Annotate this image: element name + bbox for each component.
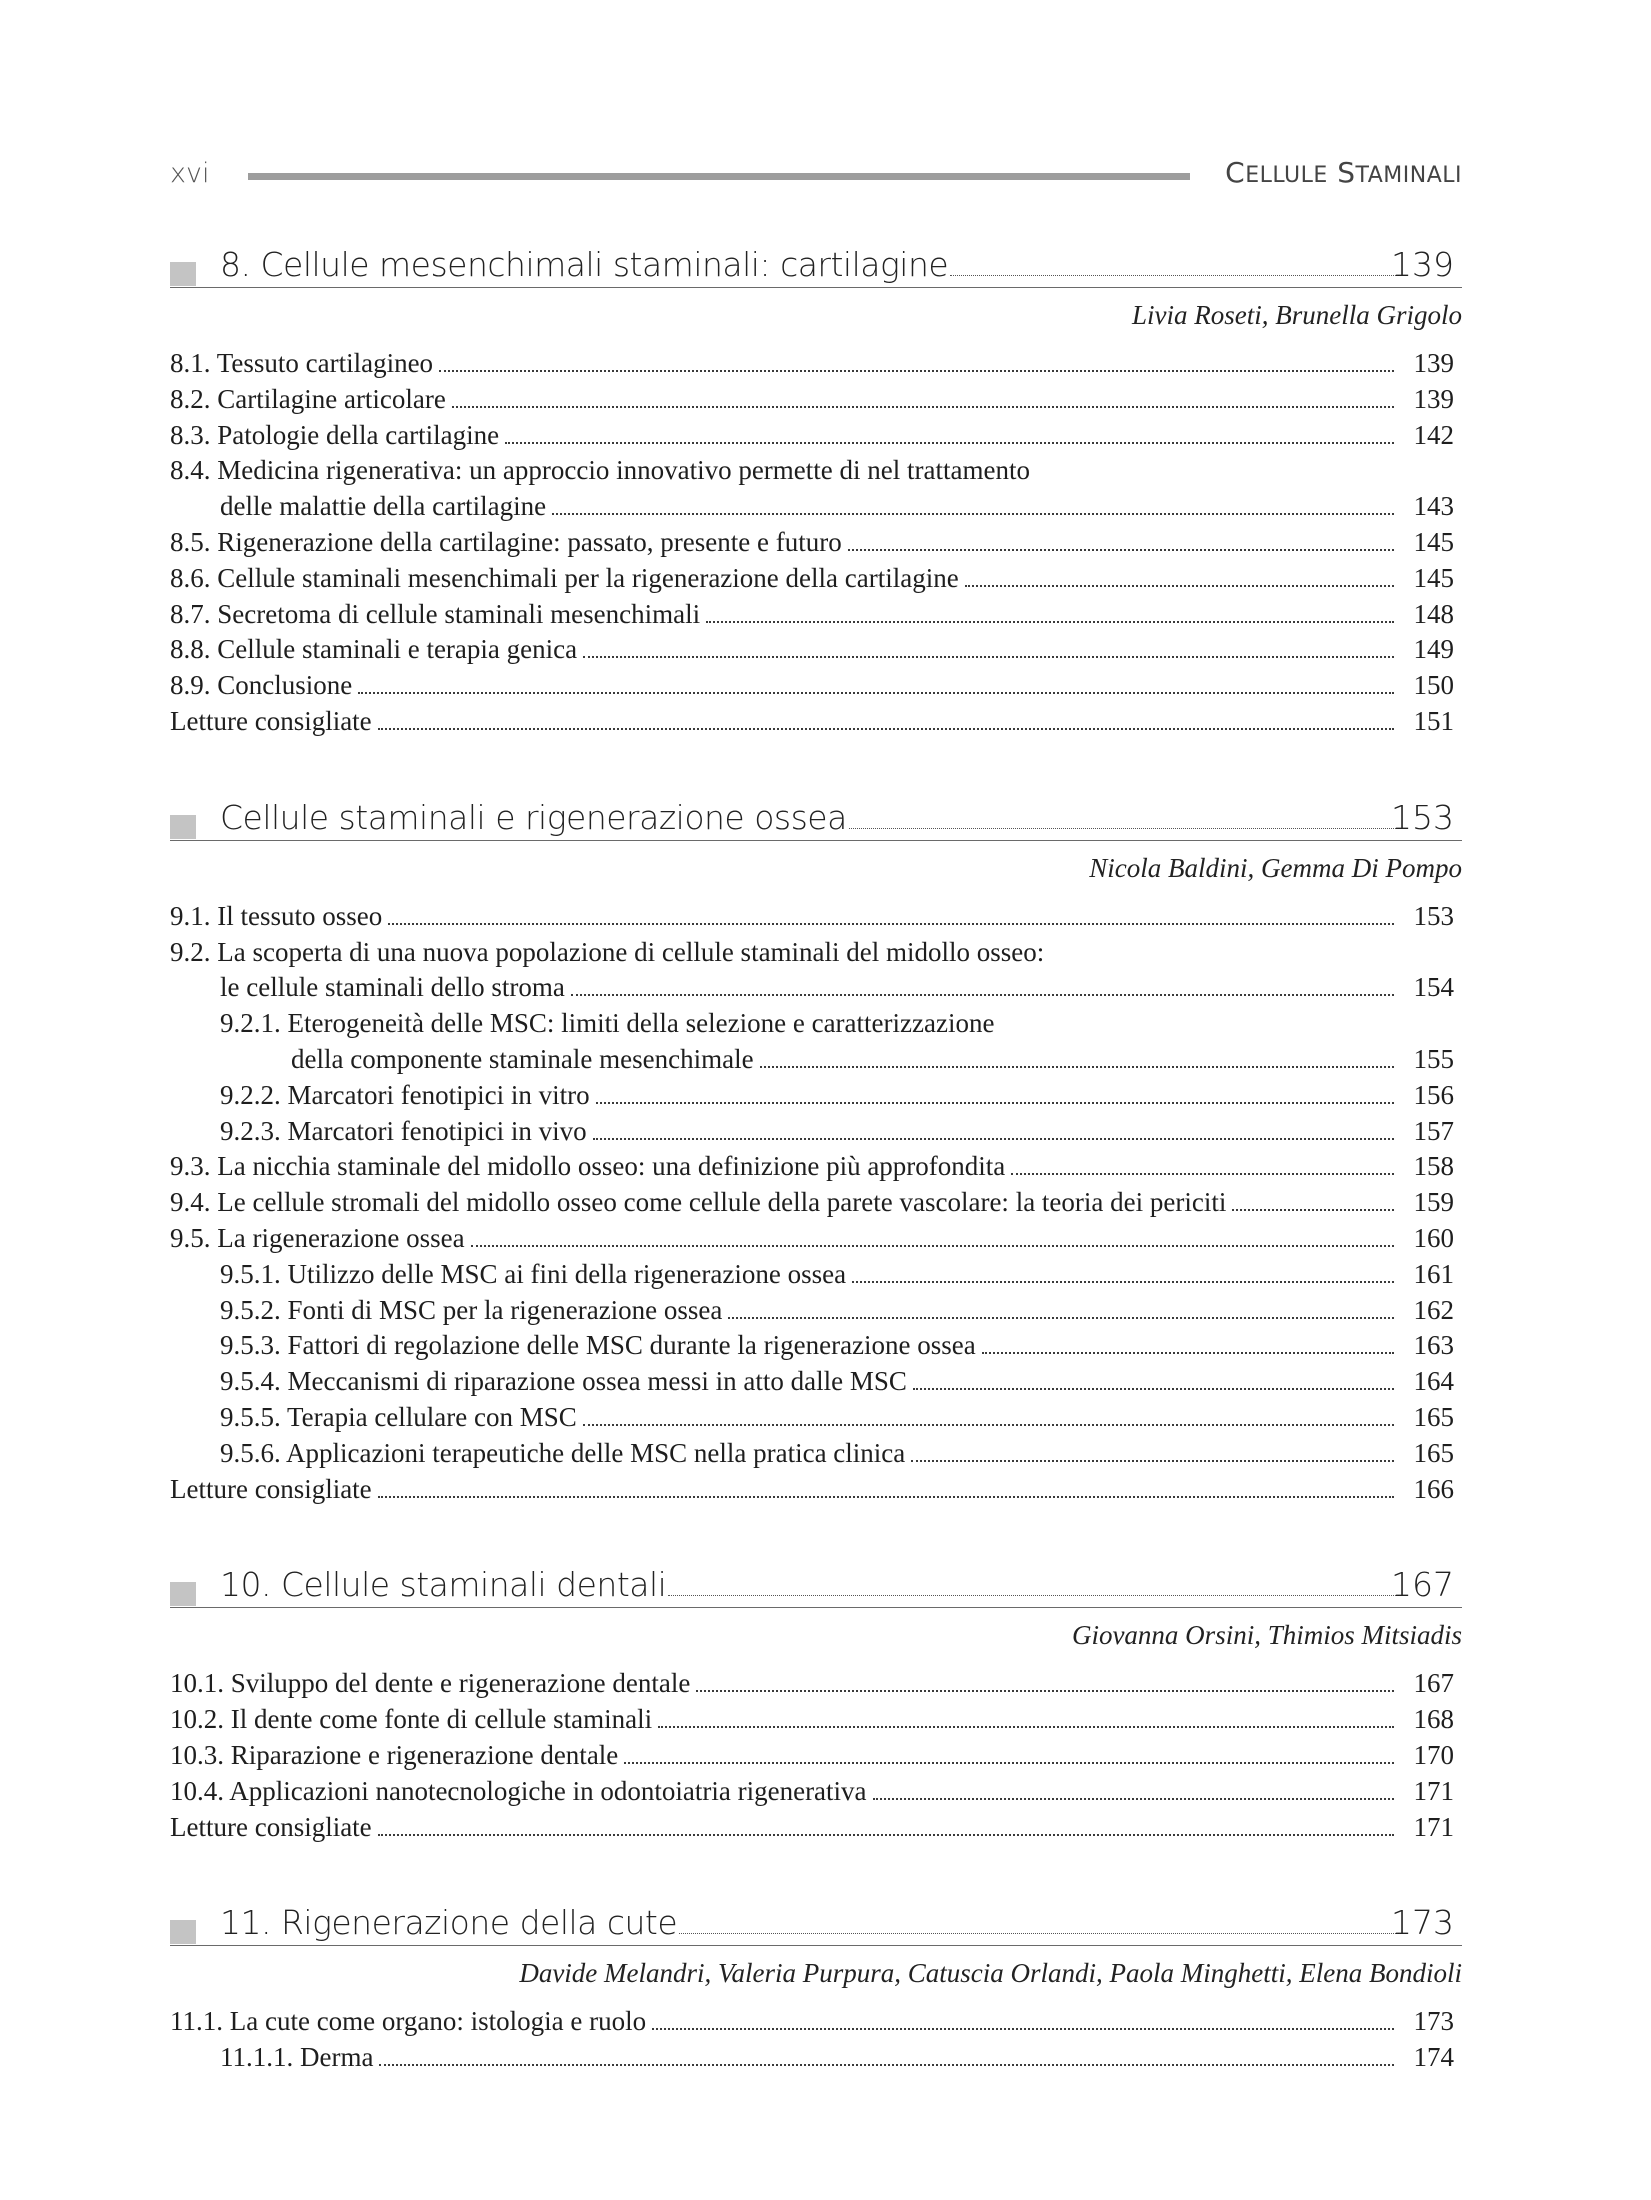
chapter-title: 11. Rigenerazione della cute <box>220 1903 678 1943</box>
toc-entry-title: 9.5.3. Fattori di regolazione delle MSC durante la rigenerazione ossea <box>220 1330 976 1361</box>
toc-entry-title: 9.5.4. Meccanismi di riparazione ossea messi in atto dalle MSC <box>220 1366 907 1397</box>
toc-entry-title: Letture consigliate <box>170 1811 372 1842</box>
toc-entry-line: 8.4. Medicina rigenerativa: un approccio innovativo permette di nel trattamento <box>170 455 1030 486</box>
toc-page-number: 170 <box>1413 1739 1454 1770</box>
dot-leader <box>583 656 1394 658</box>
dot-leader <box>471 1245 1394 1247</box>
chapter-title: Cellule staminali e rigenerazione ossea <box>220 797 847 837</box>
toc-entry[interactable] <box>170 561 1462 597</box>
toc-entry-title: 9.5.6. Applicazioni terapeutiche delle MSC nella pratica clinica <box>220 1437 906 1468</box>
toc-entry-title: 9.5. La rigenerazione ossea <box>170 1222 465 1253</box>
toc-entry[interactable] <box>170 1810 1462 1846</box>
toc-page-number: 162 <box>1413 1294 1454 1325</box>
toc-entry[interactable] <box>170 1774 1462 1810</box>
chapter-authors: Giovanna Orsini, Thimios Mitsiadis <box>1071 1620 1462 1651</box>
dot-leader <box>388 923 1394 925</box>
header-rule <box>248 173 1190 180</box>
dot-leader <box>852 1281 1394 1283</box>
toc-page-number: 156 <box>1413 1079 1454 1110</box>
toc-page-number: 167 <box>1413 1668 1454 1699</box>
toc-entry-title: Letture consigliate <box>170 705 372 736</box>
toc-entry-title: 9.5.5. Terapia cellulare con MSC <box>220 1401 577 1432</box>
toc-entry[interactable] <box>170 2004 1462 2040</box>
toc-entry[interactable] <box>170 1328 1462 1364</box>
toc-entry-title: 9.5.2. Fonti di MSC per la rigenerazione ossea <box>220 1294 723 1325</box>
toc-entry[interactable] <box>170 1472 1462 1508</box>
toc-page-number: 155 <box>1413 1043 1454 1074</box>
toc-entry-title: 8.2. Cartilagine articolare <box>170 383 446 414</box>
chapter-heading[interactable] <box>170 1903 1462 1946</box>
toc-entry-continuation: della componente staminale mesenchimale <box>291 1043 754 1074</box>
dot-leader <box>728 1317 1394 1319</box>
chapter-heading[interactable] <box>170 798 1462 841</box>
toc-page-number: 173 <box>1413 2006 1454 2037</box>
toc-page-number: 139 <box>1413 383 1454 414</box>
toc-entry[interactable] <box>170 1702 1462 1738</box>
toc-entry[interactable] <box>170 632 1462 668</box>
toc-entry[interactable] <box>170 1257 1462 1293</box>
chapter-authors: Nicola Baldini, Gemma Di Pompo <box>1089 852 1462 883</box>
toc-page-number: 174 <box>1413 2042 1454 2073</box>
chapter-heading[interactable] <box>170 245 1462 288</box>
chapter-marker-square <box>170 262 196 286</box>
toc-entry[interactable] <box>170 668 1462 704</box>
chapter-authors: Davide Melandri, Valeria Purpura, Catuscia Orlandi, Paola Minghetti, Elena Bondioli <box>519 1958 1462 1989</box>
toc-page-number: 171 <box>1413 1811 1454 1842</box>
toc-page-number: 163 <box>1413 1330 1454 1361</box>
chapter-heading[interactable] <box>170 1565 1462 1608</box>
toc-entry-title: 9.2.2. Marcatori fenotipici in vitro <box>220 1079 590 1110</box>
toc-entry[interactable] <box>170 525 1462 561</box>
dot-leader <box>378 1834 1394 1836</box>
dot-leader <box>624 1762 1394 1764</box>
dot-leader <box>911 1460 1394 1462</box>
running-header <box>170 158 1462 198</box>
dot-leader <box>596 1102 1394 1104</box>
toc-entry[interactable] <box>170 2040 1462 2076</box>
toc-entry[interactable] <box>170 382 1462 418</box>
chapter-page-number: 139 <box>1391 245 1454 284</box>
book-title-initial-2: S <box>1337 156 1356 189</box>
toc-entry[interactable] <box>170 1364 1462 1400</box>
dot-leader <box>452 406 1394 408</box>
toc-entry-continuation: delle malattie della cartilagine <box>220 491 547 522</box>
toc-entry[interactable] <box>170 899 1462 935</box>
toc-entry-title: 11.1.1. Derma <box>220 2042 374 2073</box>
toc-page-number: 160 <box>1413 1222 1454 1253</box>
dot-leader <box>505 442 1394 444</box>
dot-leader <box>679 1933 1404 1934</box>
toc-page-number: 142 <box>1413 419 1454 450</box>
toc-entry-line: 9.2. La scoperta di una nuova popolazione di cellule staminali del midollo osseo: <box>170 936 1045 967</box>
dot-leader <box>571 994 1394 996</box>
dot-leader <box>378 728 1394 730</box>
dot-leader <box>873 1798 1394 1800</box>
toc-page-number: 143 <box>1413 491 1454 522</box>
chapter-title-row <box>220 245 1406 284</box>
toc-entry-title: 11.1. La cute come organo: istologia e ruolo <box>170 2006 647 2037</box>
toc-entry[interactable] <box>170 970 1462 1006</box>
toc-page-number: 149 <box>1413 634 1454 665</box>
book-title-rest-2: TAMINALI <box>1355 163 1462 188</box>
chapter-page-number: 153 <box>1391 797 1454 837</box>
toc-entry[interactable] <box>170 1400 1462 1436</box>
chapter-title-row <box>220 1903 1406 1942</box>
toc-entry[interactable] <box>170 1149 1462 1185</box>
toc-entry[interactable] <box>170 1738 1462 1774</box>
dot-leader <box>378 1496 1394 1498</box>
book-title <box>1225 156 1462 189</box>
toc-page-number: 154 <box>1413 972 1454 1003</box>
chapter-marker-square <box>170 815 196 839</box>
toc-entry-line: 9.2.1. Eterogeneità delle MSC: limiti della selezione e caratterizzazione <box>220 1008 995 1039</box>
toc-page-number: 151 <box>1413 705 1454 736</box>
toc-page-number: 145 <box>1413 526 1454 557</box>
chapter-authors: Livia Roseti, Brunella Grigolo <box>1132 300 1462 330</box>
toc-entry[interactable] <box>170 704 1462 740</box>
toc-entry-title: 8.8. Cellule staminali e terapia genica <box>170 634 578 665</box>
toc-page-number: 153 <box>1413 900 1454 931</box>
toc-entry[interactable] <box>170 1078 1462 1114</box>
chapter-title-row <box>220 1565 1406 1604</box>
dot-leader <box>593 1138 1394 1140</box>
toc-page-number: 161 <box>1413 1258 1454 1289</box>
toc-entry[interactable] <box>170 1114 1462 1150</box>
dot-leader <box>965 585 1394 587</box>
toc-entry-title: 9.3. La nicchia staminale del midollo osseo: una definizione più approfondita <box>170 1151 1006 1182</box>
toc-entry[interactable] <box>170 1666 1462 1702</box>
dot-leader <box>950 275 1404 276</box>
toc-entry-title: 8.6. Cellule staminali mesenchimali per la rigenerazione della cartilagine <box>170 562 959 593</box>
dot-leader <box>1011 1173 1394 1175</box>
dot-leader <box>668 1595 1404 1596</box>
dot-leader <box>658 1726 1394 1728</box>
dot-leader <box>583 1424 1394 1426</box>
dot-leader <box>982 1352 1394 1354</box>
dot-leader <box>696 1690 1394 1692</box>
dot-leader <box>848 549 1394 551</box>
toc-entry[interactable] <box>170 1042 1462 1078</box>
dot-leader <box>760 1066 1394 1068</box>
dot-leader <box>652 2028 1394 2030</box>
dot-leader <box>552 513 1394 515</box>
chapter-title: 8. Cellule mesenchimali staminali: cartilagine <box>220 245 949 284</box>
page-number: xvi <box>170 158 210 189</box>
toc-entry-title: 9.1. Il tessuto osseo <box>170 900 383 931</box>
toc-entry-title: 10.4. Applicazioni nanotecnologiche in odontoiatria rigenerativa <box>170 1775 867 1806</box>
toc-entry-title: 9.5.1. Utilizzo delle MSC ai fini della rigenerazione ossea <box>220 1258 847 1289</box>
toc-page-number: 148 <box>1413 598 1454 629</box>
toc-page-number: 168 <box>1413 1704 1454 1735</box>
toc-entry[interactable] <box>170 1436 1462 1472</box>
toc-entry-title: 8.1. Tessuto cartilagineo <box>170 348 434 378</box>
toc-entry-title: 9.2.3. Marcatori fenotipici in vivo <box>220 1115 587 1146</box>
toc-entry-title: 10.3. Riparazione e rigenerazione dentale <box>170 1739 619 1770</box>
toc-entry[interactable] <box>170 1185 1462 1221</box>
dot-leader <box>1232 1209 1394 1211</box>
chapter-title: 10. Cellule staminali dentali <box>220 1565 667 1605</box>
toc-page-number: 158 <box>1413 1151 1454 1182</box>
chapter-marker-square <box>170 1582 196 1606</box>
dot-leader <box>379 2064 1394 2066</box>
dot-leader <box>439 370 1394 372</box>
toc-entry-title: 10.2. Il dente come fonte di cellule staminali <box>170 1704 653 1735</box>
toc-entry[interactable] <box>170 346 1462 382</box>
toc-entry-title: 8.9. Conclusione <box>170 670 353 701</box>
chapter-page-number: 167 <box>1391 1565 1454 1605</box>
dot-leader <box>358 692 1394 694</box>
toc-page-number: 164 <box>1413 1366 1454 1397</box>
toc-entry-title: 8.7. Secretoma di cellule staminali mesenchimali <box>170 598 701 629</box>
book-title-rest-1: ELLULE <box>1245 163 1328 188</box>
toc-entry[interactable] <box>170 489 1462 525</box>
toc-page-number: 165 <box>1413 1437 1454 1468</box>
toc-page-number: 150 <box>1413 670 1454 701</box>
toc-page-number: 171 <box>1413 1775 1454 1806</box>
toc-page-number: 139 <box>1413 348 1454 378</box>
table-of-contents <box>170 245 1462 2076</box>
toc-entry-title: Letture consigliate <box>170 1473 372 1504</box>
book-title-initial-1: C <box>1225 156 1246 189</box>
toc-entry-title: 8.5. Rigenerazione della cartilagine: passato, presente e futuro <box>170 526 842 557</box>
toc-entry[interactable] <box>170 597 1462 633</box>
toc-entry-title: 10.1. Sviluppo del dente e rigenerazione dentale <box>170 1668 691 1699</box>
toc-entry-continuation: le cellule staminali dello stroma <box>220 972 565 1003</box>
toc-entry[interactable] <box>170 1221 1462 1257</box>
toc-page-number: 157 <box>1413 1115 1454 1146</box>
dot-leader <box>849 828 1404 829</box>
toc-page-number: 165 <box>1413 1401 1454 1432</box>
toc-page-number: 159 <box>1413 1187 1454 1218</box>
toc-entry-title: 8.3. Patologie della cartilagine <box>170 419 500 450</box>
chapter-title-row <box>220 798 1406 837</box>
chapter-marker-square <box>170 1920 196 1944</box>
dot-leader <box>913 1388 1394 1390</box>
dot-leader <box>706 621 1394 623</box>
chapter-page-number: 173 <box>1391 1903 1454 1943</box>
toc-entry-title: 9.4. Le cellule stromali del midollo osseo come cellule della parete vascolare: la teoria dei periciti <box>170 1187 1227 1218</box>
toc-page-number: 166 <box>1413 1473 1454 1504</box>
toc-entry[interactable] <box>170 418 1462 454</box>
toc-entry[interactable] <box>170 1293 1462 1329</box>
toc-page-number: 145 <box>1413 562 1454 593</box>
